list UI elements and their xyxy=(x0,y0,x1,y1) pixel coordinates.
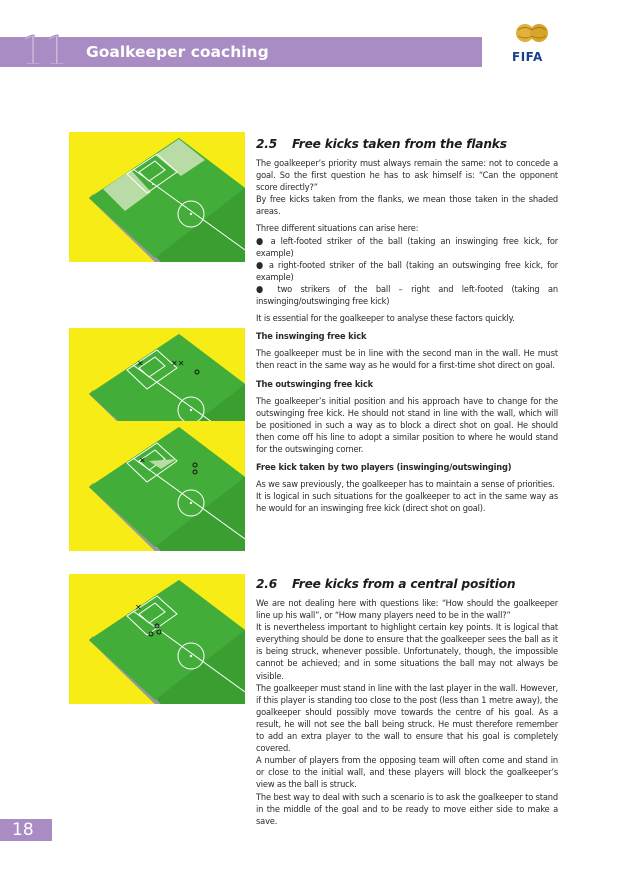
two-players-text1: As we saw previously, the goalkeeper has to maintain a sense of priorities. xyxy=(256,479,555,491)
section-2-5-para1: The goalkeeper’s priority must always remain the same: not to concede a goal. So the first question he has to ask himself is: “Can the opponent score directly?” xyxy=(256,158,558,194)
outswinging-heading: The outswinging free kick xyxy=(256,378,373,390)
section-2-5-heading xyxy=(256,137,558,151)
inswinging-heading: The inswinging free kick xyxy=(256,331,367,343)
section-2-6-para: A number of players from the opposing team will often come and stand in or close to the initial wall, and these players will block the goalkeeper’s view as the ball is struck. xyxy=(256,755,558,791)
pitch-illustration-outswinging xyxy=(69,421,245,551)
fifa-logo-text: FIFA xyxy=(512,50,543,64)
section-2-5-intro: Three different situations can arise here: xyxy=(256,223,419,235)
inswinging-text: The goalkeeper must be in line with the second man in the wall. He must then react in the same way as he would for a first-time shot direct on goal. xyxy=(256,348,558,372)
svg-text:✕: ✕ xyxy=(137,359,144,368)
bullet-dot-icon: ● xyxy=(256,283,270,295)
section-2-5-para3: It is essential for the goalkeeper to analyse these factors quickly. xyxy=(256,313,515,325)
section-2-5-body xyxy=(256,158,558,520)
two-players-text2: It is logical in such situations for the goalkeeper to act in the same way as he would for an inswinging free kick (direct shot on goal). xyxy=(256,491,558,515)
two-players-heading: Free kick taken by two players (inswinging/outswinging) xyxy=(256,462,512,474)
section-2-6-para: We are not dealing here with questions like: “How should the goalkeeper line up his wall”, or “How many players need to be in the wall?” xyxy=(256,598,558,622)
pitch-illustration-flanks xyxy=(69,132,245,262)
section-2-5-number: 2.5 xyxy=(256,137,277,151)
section-2-6-para: It is nevertheless important to highlight certain key points. It is logical that everything should be done to ensure that the goalkeeper sees the ball as it is being struck, whenever possible. Unfortunately, though, the impossible cannot be achieved; and in some situations the ball may not always be visible. xyxy=(256,622,558,682)
section-2-6-para: The best way to deal with such a scenario is to ask the goalkeeper to stand in the middle of the goal and to be ready to move either side to make a save. xyxy=(256,791,558,827)
svg-text:✕: ✕ xyxy=(135,603,142,612)
section-2-5-para2: By free kicks taken from the flanks, we mean those taken in the shaded areas. xyxy=(256,194,558,218)
section-2-6-number: 2.6 xyxy=(256,577,277,591)
section-2-6-title: Free kicks from a central position xyxy=(292,577,516,591)
bullet-dot-icon: ● xyxy=(256,259,265,271)
bullet-dot-icon: ● xyxy=(256,235,266,247)
section-2-6-heading xyxy=(256,577,558,591)
page-number: 18 xyxy=(12,820,34,840)
section-2-6-para: The goalkeeper must stand in line with the last player in the wall. However, if this player is standing too close to the post (less than 1 metre away), the goalkeeper should possibly move towards the centre of his goal. As a result, he will not see the ball being struck. He must therefore remember to add an extra player to the wall to ensure that his goal is completely covered. xyxy=(256,682,558,755)
chapter-number: 11 xyxy=(20,29,68,74)
svg-text:✕✕: ✕✕ xyxy=(171,359,185,368)
bullet-item: ● two strikers of the ball – right and left-footed (taking an inswinging/outswinging free kick) xyxy=(256,283,558,308)
header-title: Goalkeeper coaching xyxy=(86,43,269,61)
section-2-5-title: Free kicks taken from the flanks xyxy=(292,137,507,151)
section-2-6-body xyxy=(256,598,558,828)
pitch-illustration-central xyxy=(69,574,245,704)
bullet-item: ● a right-footed striker of the ball (taking an outswinging free kick, for example) xyxy=(256,259,558,283)
outswinging-text: The goalkeeper’s initial position and his approach have to change for the outswinging free kick. He should not stand in line with the wall, which will be positioned in such a way as to block a direct shot on goal. He should then come off his line to adopt a similar position to where he would stand for the outswinging corner. xyxy=(256,395,558,455)
bullet-item: ● a left-footed striker of the ball (taking an inswinging free kick, for example) xyxy=(256,235,558,259)
svg-text:✕: ✕ xyxy=(139,456,146,465)
